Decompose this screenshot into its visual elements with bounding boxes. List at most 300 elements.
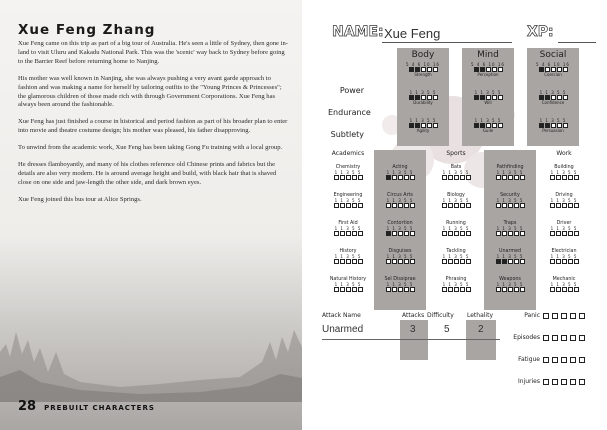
skill-checkbox[interactable] — [466, 259, 471, 264]
skill-entry — [430, 249, 482, 264]
skill-scale: 1 1 3 5 5 — [334, 226, 362, 231]
stat-block — [397, 62, 449, 77]
skill-checkbox[interactable] — [562, 231, 567, 236]
skill-checkbox[interactable] — [466, 231, 471, 236]
track-checkbox[interactable] — [570, 379, 576, 385]
skill-checkboxes — [538, 203, 590, 208]
skill-checkbox[interactable] — [460, 175, 465, 180]
track-checkbox[interactable] — [543, 313, 549, 319]
skill-name: History — [339, 249, 357, 254]
skill-entry — [322, 221, 374, 236]
skill-checkbox[interactable] — [352, 175, 357, 180]
stat-scale: 5 4 6 10 16 — [406, 62, 440, 67]
stat-checkbox[interactable] — [498, 95, 503, 100]
skill-checkbox[interactable] — [386, 231, 391, 236]
skill-scale: 1 1 3 5 5 — [386, 254, 414, 259]
skill-checkbox[interactable] — [334, 287, 339, 292]
skill-checkbox[interactable] — [442, 287, 447, 292]
skill-checkboxes — [484, 175, 536, 180]
row-label-subtlety: Subtlety — [330, 130, 364, 139]
attacks-header: Attacks — [402, 312, 425, 319]
skill-checkbox[interactable] — [404, 203, 409, 208]
stat-block — [462, 90, 514, 105]
skill-checkbox[interactable] — [556, 259, 561, 264]
skill-checkboxes — [538, 231, 590, 236]
skill-checkbox[interactable] — [550, 203, 555, 208]
skill-entry — [322, 193, 374, 208]
skill-checkbox[interactable] — [392, 259, 397, 264]
stat-caption: Coercion — [544, 72, 562, 77]
track-checkbox[interactable] — [570, 357, 576, 363]
skill-name: Bats — [450, 165, 462, 170]
skill-checkbox[interactable] — [454, 231, 459, 236]
skill-checkbox[interactable] — [508, 175, 513, 180]
skill-checkbox[interactable] — [410, 259, 415, 264]
track-checkbox[interactable] — [579, 379, 585, 385]
skill-checkbox[interactable] — [556, 231, 561, 236]
skill-checkbox[interactable] — [454, 259, 459, 264]
skill-checkbox[interactable] — [442, 203, 447, 208]
skill-checkboxes — [322, 175, 374, 180]
track-label: Episodes — [513, 334, 540, 341]
track-checkbox[interactable] — [543, 357, 549, 363]
skill-checkbox[interactable] — [410, 175, 415, 180]
skill-checkbox[interactable] — [404, 231, 409, 236]
skill-checkbox[interactable] — [562, 259, 567, 264]
skill-checkbox[interactable] — [352, 259, 357, 264]
skill-checkbox[interactable] — [514, 231, 519, 236]
difficulty-field[interactable]: 5 — [444, 324, 450, 335]
skill-checkbox[interactable] — [556, 175, 561, 180]
skill-checkbox[interactable] — [550, 287, 555, 292]
skill-checkboxes — [430, 259, 482, 264]
skill-checkbox[interactable] — [358, 231, 363, 236]
xp-field[interactable] — [558, 42, 596, 43]
skill-checkbox[interactable] — [514, 175, 519, 180]
skill-entry — [374, 249, 426, 264]
skill-checkbox[interactable] — [562, 175, 567, 180]
skill-checkbox[interactable] — [398, 231, 403, 236]
skill-checkbox[interactable] — [574, 175, 579, 180]
skill-checkboxes — [538, 175, 590, 180]
skill-checkbox[interactable] — [442, 231, 447, 236]
skill-checkbox[interactable] — [514, 259, 519, 264]
track-checkbox[interactable] — [561, 335, 567, 341]
skill-checkbox[interactable] — [448, 203, 453, 208]
skill-entry — [484, 277, 536, 292]
skill-scale: 1 1 3 5 5 — [496, 254, 524, 259]
skill-checkbox[interactable] — [502, 287, 507, 292]
skill-scale: 1 1 3 5 5 — [334, 254, 362, 259]
track-label: Injuries — [518, 378, 540, 385]
track-checkbox[interactable] — [543, 335, 549, 341]
skill-scale: 1 1 3 5 5 — [550, 226, 578, 231]
stat-header: Mind — [477, 50, 499, 60]
stat-scale: 1 1 3 5 5 — [474, 118, 502, 123]
skill-name: Phrasing — [445, 277, 467, 282]
skill-checkbox[interactable] — [508, 231, 513, 236]
skill-name: Mechanic — [552, 277, 576, 282]
skill-entry — [322, 249, 374, 264]
skill-checkbox[interactable] — [392, 203, 397, 208]
skill-checkbox[interactable] — [346, 231, 351, 236]
skill-name: Contortion — [387, 221, 413, 226]
name-label: NAME: — [332, 24, 384, 40]
stat-block — [397, 118, 449, 133]
skill-checkbox[interactable] — [508, 287, 513, 292]
skill-checkbox[interactable] — [466, 175, 471, 180]
skill-checkbox[interactable] — [568, 231, 573, 236]
skill-checkbox[interactable] — [520, 203, 525, 208]
skill-checkbox[interactable] — [340, 231, 345, 236]
skill-checkbox[interactable] — [334, 203, 339, 208]
skill-scale: 1 1 3 5 5 — [442, 254, 470, 259]
stat-scale: 5 4 6 10 16 — [536, 62, 570, 67]
stat-caption: Durability — [413, 100, 433, 105]
lethality-field[interactable]: 2 — [478, 324, 484, 335]
skill-checkbox[interactable] — [442, 259, 447, 264]
skill-checkbox[interactable] — [442, 175, 447, 180]
skill-scale: 1 1 3 5 5 — [550, 254, 578, 259]
misty-forest-illustration — [0, 282, 302, 402]
skill-checkbox[interactable] — [346, 259, 351, 264]
skill-checkbox[interactable] — [496, 203, 501, 208]
track-checkbox[interactable] — [570, 313, 576, 319]
skill-checkbox[interactable] — [562, 203, 567, 208]
skill-checkbox[interactable] — [562, 287, 567, 292]
skill-scale: 1 1 3 5 5 — [386, 170, 414, 175]
skill-checkbox[interactable] — [514, 203, 519, 208]
skill-entry — [322, 165, 374, 180]
skill-name: Natural History — [329, 277, 367, 282]
skill-entry — [484, 249, 536, 264]
track-checkbox[interactable] — [552, 335, 558, 341]
track-checkbox[interactable] — [579, 357, 585, 363]
skill-name: Pathfinding — [496, 165, 524, 170]
stat-checkbox[interactable] — [539, 67, 544, 72]
skill-checkbox[interactable] — [448, 259, 453, 264]
skill-checkboxes — [484, 287, 536, 292]
track-checkbox[interactable] — [543, 379, 549, 385]
skill-checkbox[interactable] — [352, 287, 357, 292]
bio-paragraph: Xue Feng came on this trip as part of a big tour of Australia. He's seen a little of Sydney, then gone in-land to visit Uluru and Kakadu National Park. This was the 'scenic' way back to Sydney before going to the Barrier Reef before returning home to Nanjing. — [18, 40, 288, 65]
skill-checkbox[interactable] — [460, 231, 465, 236]
stat-caption: Agility — [416, 128, 430, 133]
stat-checkbox[interactable] — [474, 95, 479, 100]
skill-entry — [484, 165, 536, 180]
track-checkbox[interactable] — [561, 357, 567, 363]
stat-checkbox[interactable] — [492, 95, 497, 100]
attack-underline — [322, 339, 500, 340]
skill-checkboxes — [374, 287, 426, 292]
skill-checkbox[interactable] — [398, 175, 403, 180]
skill-scale: 1 1 3 5 5 — [386, 198, 414, 203]
skill-checkboxes — [484, 203, 536, 208]
skill-checkbox[interactable] — [352, 231, 357, 236]
skill-checkbox[interactable] — [404, 175, 409, 180]
skill-checkbox[interactable] — [410, 203, 415, 208]
skill-scale: 1 1 3 5 5 — [496, 198, 524, 203]
stat-caption: Perception — [477, 72, 499, 77]
skill-name: Driver — [556, 221, 572, 226]
skill-scale: 1 1 3 5 5 — [550, 170, 578, 175]
skill-checkbox[interactable] — [392, 231, 397, 236]
skill-checkbox[interactable] — [556, 203, 561, 208]
skill-checkbox[interactable] — [556, 287, 561, 292]
stat-checkbox[interactable] — [409, 123, 414, 128]
skill-checkbox[interactable] — [398, 259, 403, 264]
stat-checkbox[interactable] — [563, 67, 568, 72]
track-checkbox[interactable] — [561, 313, 567, 319]
skill-category-academics: Academics — [331, 150, 365, 157]
skill-checkbox[interactable] — [574, 287, 579, 292]
skill-checkbox[interactable] — [392, 175, 397, 180]
attack-name-header: Attack Name — [322, 312, 361, 319]
skill-checkbox[interactable] — [334, 259, 339, 264]
skill-scale: 1 1 3 5 5 — [386, 282, 414, 287]
attacks-field[interactable]: 3 — [410, 324, 416, 335]
stat-checkbox[interactable] — [433, 95, 438, 100]
stat-checkbox[interactable] — [498, 123, 503, 128]
difficulty-header: Difficulty — [427, 312, 454, 319]
skill-checkbox[interactable] — [460, 287, 465, 292]
skill-checkbox[interactable] — [496, 231, 501, 236]
skill-entry — [374, 165, 426, 180]
skill-checkbox[interactable] — [550, 175, 555, 180]
skill-checkbox[interactable] — [340, 175, 345, 180]
skill-categories — [322, 150, 597, 162]
skill-scale: 1 1 3 5 5 — [334, 282, 362, 287]
skill-checkbox[interactable] — [410, 231, 415, 236]
skill-checkboxes — [430, 231, 482, 236]
skill-name: Building — [554, 165, 574, 170]
skill-checkboxes — [374, 175, 426, 180]
stat-block — [462, 118, 514, 133]
skill-name: Electrician — [551, 249, 577, 254]
track-checkbox[interactable] — [570, 335, 576, 341]
name-row — [322, 24, 597, 44]
skill-scale: 1 1 3 5 5 — [442, 282, 470, 287]
skill-scale: 1 1 3 5 5 — [442, 170, 470, 175]
stat-checkbox[interactable] — [474, 123, 479, 128]
skill-checkbox[interactable] — [496, 259, 501, 264]
skill-checkbox[interactable] — [466, 203, 471, 208]
skill-checkbox[interactable] — [454, 287, 459, 292]
skill-checkbox[interactable] — [568, 259, 573, 264]
skill-checkbox[interactable] — [574, 203, 579, 208]
skill-entry — [538, 193, 590, 208]
skill-checkbox[interactable] — [502, 231, 507, 236]
skill-scale: 1 1 3 5 5 — [496, 226, 524, 231]
skill-checkbox[interactable] — [508, 259, 513, 264]
xp-label: XP: — [527, 24, 554, 40]
skill-scale: 1 1 3 5 5 — [334, 170, 362, 175]
skill-checkbox[interactable] — [386, 287, 391, 292]
skill-checkbox[interactable] — [496, 287, 501, 292]
skill-checkbox[interactable] — [386, 203, 391, 208]
skill-checkbox[interactable] — [568, 287, 573, 292]
skill-checkbox[interactable] — [392, 287, 397, 292]
skill-checkbox[interactable] — [410, 287, 415, 292]
track-fatigue — [512, 356, 585, 363]
skill-checkbox[interactable] — [520, 259, 525, 264]
skill-checkboxes — [430, 203, 482, 208]
skill-entry — [374, 193, 426, 208]
skill-checkbox[interactable] — [358, 287, 363, 292]
attack-name-field[interactable]: Unarmed — [322, 324, 364, 335]
skill-checkbox[interactable] — [520, 175, 525, 180]
skill-checkbox[interactable] — [448, 287, 453, 292]
stat-checkbox[interactable] — [409, 67, 414, 72]
skill-checkbox[interactable] — [502, 175, 507, 180]
skill-entry — [374, 277, 426, 292]
track-checkbox[interactable] — [552, 357, 558, 363]
skill-checkbox[interactable] — [340, 203, 345, 208]
skill-checkbox[interactable] — [334, 175, 339, 180]
skill-entry — [484, 193, 536, 208]
skill-checkbox[interactable] — [358, 175, 363, 180]
skill-name: Driving — [555, 193, 573, 198]
skill-checkboxes — [484, 231, 536, 236]
skill-scale: 1 1 3 5 5 — [334, 198, 362, 203]
skill-entry — [322, 277, 374, 292]
stat-scale: 1 1 3 5 5 — [409, 118, 437, 123]
skill-entry — [538, 221, 590, 236]
skill-checkbox[interactable] — [508, 203, 513, 208]
skill-checkbox[interactable] — [340, 287, 345, 292]
track-checkbox[interactable] — [561, 379, 567, 385]
stat-scale: 1 1 3 5 5 — [409, 90, 437, 95]
skill-checkbox[interactable] — [346, 287, 351, 292]
skill-scale: 1 1 3 5 5 — [496, 282, 524, 287]
skill-name: Tackling — [446, 249, 466, 254]
skill-name: Security — [500, 193, 520, 198]
skill-entry — [430, 165, 482, 180]
stat-header: Body — [411, 50, 435, 60]
skill-checkbox[interactable] — [398, 287, 403, 292]
skill-checkbox[interactable] — [358, 259, 363, 264]
skill-checkbox[interactable] — [502, 203, 507, 208]
stat-checkbox[interactable] — [433, 67, 438, 72]
skill-scale: 1 1 3 5 5 — [386, 226, 414, 231]
stat-caption: Will — [484, 100, 492, 105]
skill-checkbox[interactable] — [502, 259, 507, 264]
skill-checkbox[interactable] — [550, 231, 555, 236]
stat-scale: 5 4 6 10 16 — [471, 62, 505, 67]
skill-checkbox[interactable] — [574, 231, 579, 236]
skill-checkbox[interactable] — [466, 287, 471, 292]
skill-entry — [538, 277, 590, 292]
character-sheet — [302, 0, 607, 430]
skill-checkbox[interactable] — [340, 259, 345, 264]
skill-name: Chemistry — [335, 165, 361, 170]
lethality-header: Lethality — [467, 312, 493, 319]
skill-checkbox[interactable] — [454, 203, 459, 208]
skill-entry — [538, 165, 590, 180]
stat-checkbox[interactable] — [433, 123, 438, 128]
skill-checkbox[interactable] — [404, 259, 409, 264]
skill-checkbox[interactable] — [574, 259, 579, 264]
skill-name: Disguises — [388, 249, 412, 254]
stat-caption: Confidence — [541, 100, 565, 105]
stat-block — [397, 90, 449, 105]
bio-paragraph: To unwind from the academic work, Xue Feng has been taking Gong Fu training with a local group. — [18, 144, 283, 152]
bio-paragraph: His mother was well known in Nanjing, she was always pushing a very avant garde approach to fashion and was making a name for herself by tailoring outfits to the "Young Princes & Princesses"; the glamorous children of those made rich with through Government Corporations. Xue Feng has always been around the fashionable. — [18, 74, 282, 109]
skill-checkbox[interactable] — [550, 259, 555, 264]
skill-checkbox[interactable] — [346, 175, 351, 180]
skill-checkbox[interactable] — [520, 231, 525, 236]
skill-checkbox[interactable] — [448, 175, 453, 180]
track-injuries — [512, 378, 585, 385]
skill-name: Circus Arts — [387, 193, 413, 198]
section-name: PREBUILT CHARACTERS — [44, 404, 155, 412]
skill-checkboxes — [322, 287, 374, 292]
skill-checkboxes — [322, 231, 374, 236]
skill-checkbox[interactable] — [334, 231, 339, 236]
skill-scale: 1 1 3 5 5 — [496, 170, 524, 175]
track-episodes — [512, 334, 585, 341]
skill-checkboxes — [322, 203, 374, 208]
skill-name: Biology — [447, 193, 465, 198]
skill-entry — [484, 221, 536, 236]
skill-checkbox[interactable] — [352, 203, 357, 208]
skill-scale: 1 1 3 5 5 — [550, 198, 578, 203]
skill-checkbox[interactable] — [460, 203, 465, 208]
skill-checkbox[interactable] — [496, 175, 501, 180]
skill-checkbox[interactable] — [448, 231, 453, 236]
skill-name: Acting — [392, 165, 408, 170]
skill-checkboxes — [430, 287, 482, 292]
skill-checkbox[interactable] — [358, 203, 363, 208]
stat-column-mind — [462, 48, 514, 146]
skill-checkboxes — [374, 203, 426, 208]
skill-checkbox[interactable] — [514, 287, 519, 292]
track-label: Fatigue — [518, 356, 540, 363]
track-panic — [512, 312, 585, 319]
skill-scale: 1 1 3 5 5 — [550, 282, 578, 287]
skill-checkbox[interactable] — [386, 259, 391, 264]
skill-checkbox[interactable] — [386, 175, 391, 180]
character-title: Xue Feng Zhang — [18, 22, 156, 38]
skill-name: Traps — [503, 221, 517, 226]
stat-column-social — [527, 48, 579, 146]
skill-checkbox[interactable] — [404, 287, 409, 292]
skill-checkbox[interactable] — [520, 287, 525, 292]
bio-paragraph: Xue Feng joined this bus tour at Alice Springs. — [18, 195, 142, 203]
track-checkbox[interactable] — [579, 313, 585, 319]
stat-header: Social — [539, 50, 567, 60]
skill-checkbox[interactable] — [454, 175, 459, 180]
bio-paragraph: Xue Feng has just finished a course in historical and period fashion as part of his broader plan to enter into movie and theatre costume design; his mother was pleased, his father disapproving. — [18, 118, 288, 135]
track-checkbox[interactable] — [552, 313, 558, 319]
skill-checkbox[interactable] — [460, 259, 465, 264]
skill-checkbox[interactable] — [346, 203, 351, 208]
track-label: Panic — [524, 312, 540, 319]
skill-checkbox[interactable] — [398, 203, 403, 208]
stat-block — [527, 90, 579, 105]
stat-scale: 1 1 3 5 5 — [474, 90, 502, 95]
track-checkbox[interactable] — [579, 335, 585, 341]
skill-entry — [430, 277, 482, 292]
page-number: 28 — [18, 399, 37, 414]
skill-checkbox[interactable] — [568, 203, 573, 208]
track-checkbox[interactable] — [552, 379, 558, 385]
skill-name: Sel Dissiprae — [384, 277, 416, 282]
skill-scale: 1 1 3 5 5 — [442, 198, 470, 203]
name-field[interactable]: Xue Feng — [384, 26, 441, 41]
stat-caption: Strength — [414, 72, 432, 77]
skill-checkbox[interactable] — [568, 175, 573, 180]
